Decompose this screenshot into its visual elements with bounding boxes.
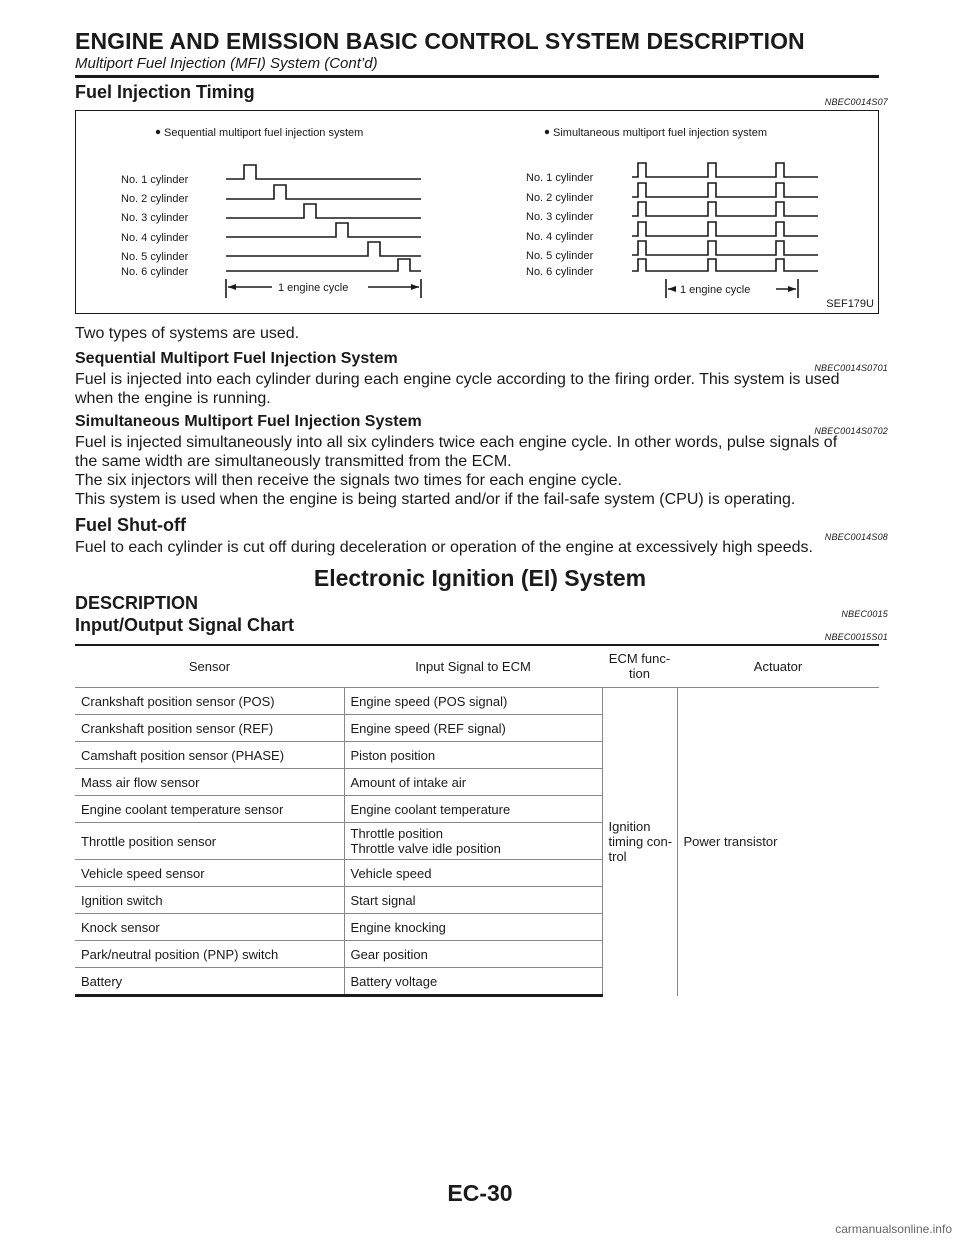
right-waveform-4	[632, 222, 818, 236]
io-chart-code: NBEC0015S01	[824, 632, 888, 642]
left-cylinder-label-1: No. 1 cylinder	[121, 174, 189, 186]
ecm-function-cell: Ignition timing con- trol	[602, 688, 677, 996]
sensor-cell: Knock sensor	[75, 914, 344, 941]
right-diagram-title: Simultaneous multiport fuel injection system	[553, 127, 767, 139]
simultaneous-text-line3: The six injectors will then receive the signals two times for each engine cycle.	[75, 472, 622, 489]
io-signal-table	[75, 645, 879, 997]
sensor-cell: Ignition switch	[75, 887, 344, 914]
simultaneous-text-line2: the same width are simultaneously transmitted from the ECM.	[75, 453, 512, 470]
left-waveform-1	[226, 165, 421, 179]
right-cylinder-label-3: No. 3 cylinder	[526, 211, 594, 223]
sensor-cell: Battery	[75, 968, 344, 996]
left-cylinder-label-6: No. 6 cylinder	[121, 266, 189, 278]
left-cylinder-label-5: No. 5 cylinder	[121, 251, 189, 263]
heading-sequential: Sequential Multiport Fuel Injection System	[75, 350, 398, 367]
watermark: carmanualsonline.info	[835, 1222, 952, 1236]
heading-fuel-shutoff: Fuel Shut-off	[75, 515, 186, 535]
left-cylinder-label-2: No. 2 cylinder	[121, 193, 189, 205]
left-waveform-3	[226, 204, 421, 218]
actuator-cell: Power transistor	[677, 688, 879, 996]
sensor-cell: Vehicle speed sensor	[75, 860, 344, 887]
sensor-cell: Camshaft position sensor (PHASE)	[75, 742, 344, 769]
input-cell: Start signal	[344, 887, 602, 914]
right-waveform-1	[632, 163, 818, 177]
left-waveform-4	[226, 223, 421, 237]
input-cell: Engine speed (REF signal)	[344, 715, 602, 742]
simultaneous-text	[75, 433, 885, 509]
right-cylinder-label-6: No. 6 cylinder	[526, 266, 594, 278]
right-waveform-2	[632, 183, 818, 197]
page-header-subtitle: Multiport Fuel Injection (MFI) System (Cont’d)	[75, 55, 378, 72]
ignition-system-title: Electronic Ignition (EI) System	[313, 565, 647, 591]
right-waveform-5	[632, 241, 818, 255]
col-header-actuator: Actuator	[753, 658, 803, 674]
right-cycle-label: 1 engine cycle	[680, 284, 751, 296]
timing-diagram	[76, 111, 880, 315]
section-heading-fuel-injection-timing: Fuel Injection Timing	[75, 82, 255, 102]
heading-description: DESCRIPTION	[75, 593, 199, 613]
input-cell: Piston position	[344, 742, 602, 769]
col-header-input: Input Signal to ECM	[415, 658, 531, 674]
left-waveform-6	[226, 259, 421, 271]
left-cycle-label: 1 engine cycle	[278, 282, 349, 294]
input-cell: Engine knocking	[344, 914, 602, 941]
sequential-text-line2: when the engine is running.	[75, 390, 271, 407]
input-cell: Amount of intake air	[344, 769, 602, 796]
col-header-sensor: Sensor	[188, 658, 231, 674]
right-cylinder-label-4: No. 4 cylinder	[526, 231, 594, 243]
sensor-cell: Crankshaft position sensor (POS)	[75, 688, 344, 715]
section-code: NBEC0014S07	[824, 97, 888, 107]
description-code: NBEC0015	[841, 609, 888, 619]
table-row	[75, 688, 879, 715]
bullet-icon	[156, 130, 160, 134]
left-cylinder-label-3: No. 3 cylinder	[121, 212, 189, 224]
left-waveform-2	[226, 185, 421, 199]
heading-io-chart: Input/Output Signal Chart	[75, 615, 294, 635]
sequential-code: NBEC0014S0701	[814, 363, 888, 373]
left-waveform-5	[226, 242, 421, 256]
arrow-left-icon	[228, 284, 236, 290]
figure-code: SEF179U	[826, 298, 874, 310]
input-cell: Battery voltage	[344, 968, 602, 996]
input-cell: Throttle position Throttle valve idle position	[344, 823, 602, 860]
input-cell: Engine coolant temperature	[344, 796, 602, 823]
arrow-left-icon	[668, 286, 676, 292]
shutoff-code: NBEC0014S08	[824, 532, 888, 542]
input-cell: Gear position	[344, 941, 602, 968]
intro-text: Two types of systems are used.	[75, 325, 300, 342]
right-cylinder-label-2: No. 2 cylinder	[526, 192, 594, 204]
simultaneous-code: NBEC0014S0702	[814, 426, 888, 436]
heading-simultaneous: Simultaneous Multiport Fuel Injection System	[75, 413, 422, 430]
header-rule	[75, 75, 879, 78]
page-header-title: ENGINE AND EMISSION BASIC CONTROL SYSTEM DESCRIPTION	[75, 28, 805, 54]
page-number: EC-30	[447, 1180, 513, 1206]
left-diagram-title: Sequential multiport fuel injection system	[164, 127, 364, 139]
shutoff-text: Fuel to each cylinder is cut off during deceleration or operation of the engine at excessively high speeds.	[75, 539, 813, 556]
input-cell: Vehicle speed	[344, 860, 602, 887]
simultaneous-text-line4: This system is used when the engine is being started and/or if the fail-safe system (CPU) is operating.	[75, 491, 796, 508]
bullet-icon	[545, 130, 549, 134]
table-header-row	[75, 645, 879, 688]
simultaneous-text-line1: Fuel is injected simultaneously into all six cylinders twice each engine cycle. In other words, pulse signals of	[75, 434, 838, 451]
sensor-cell: Engine coolant temperature sensor	[75, 796, 344, 823]
sensor-cell: Crankshaft position sensor (REF)	[75, 715, 344, 742]
sensor-cell: Park/neutral position (PNP) switch	[75, 941, 344, 968]
right-cylinder-label-5: No. 5 cylinder	[526, 250, 594, 262]
sensor-cell: Mass air flow sensor	[75, 769, 344, 796]
col-header-function: ECM func- tion	[608, 651, 671, 681]
sensor-cell: Throttle position sensor	[75, 823, 344, 860]
fuel-injection-timing-figure	[75, 110, 879, 314]
sequential-text	[75, 370, 885, 408]
sequential-text-line1: Fuel is injected into each cylinder during each engine cycle according to the firing order. This system is used	[75, 371, 840, 388]
input-cell: Engine speed (POS signal)	[344, 688, 602, 715]
right-waveform-3	[632, 202, 818, 216]
arrow-right-icon	[788, 286, 796, 292]
right-cylinder-label-1: No. 1 cylinder	[526, 172, 594, 184]
arrow-right-icon	[411, 284, 419, 290]
left-cylinder-label-4: No. 4 cylinder	[121, 232, 189, 244]
right-waveform-6	[632, 259, 818, 271]
